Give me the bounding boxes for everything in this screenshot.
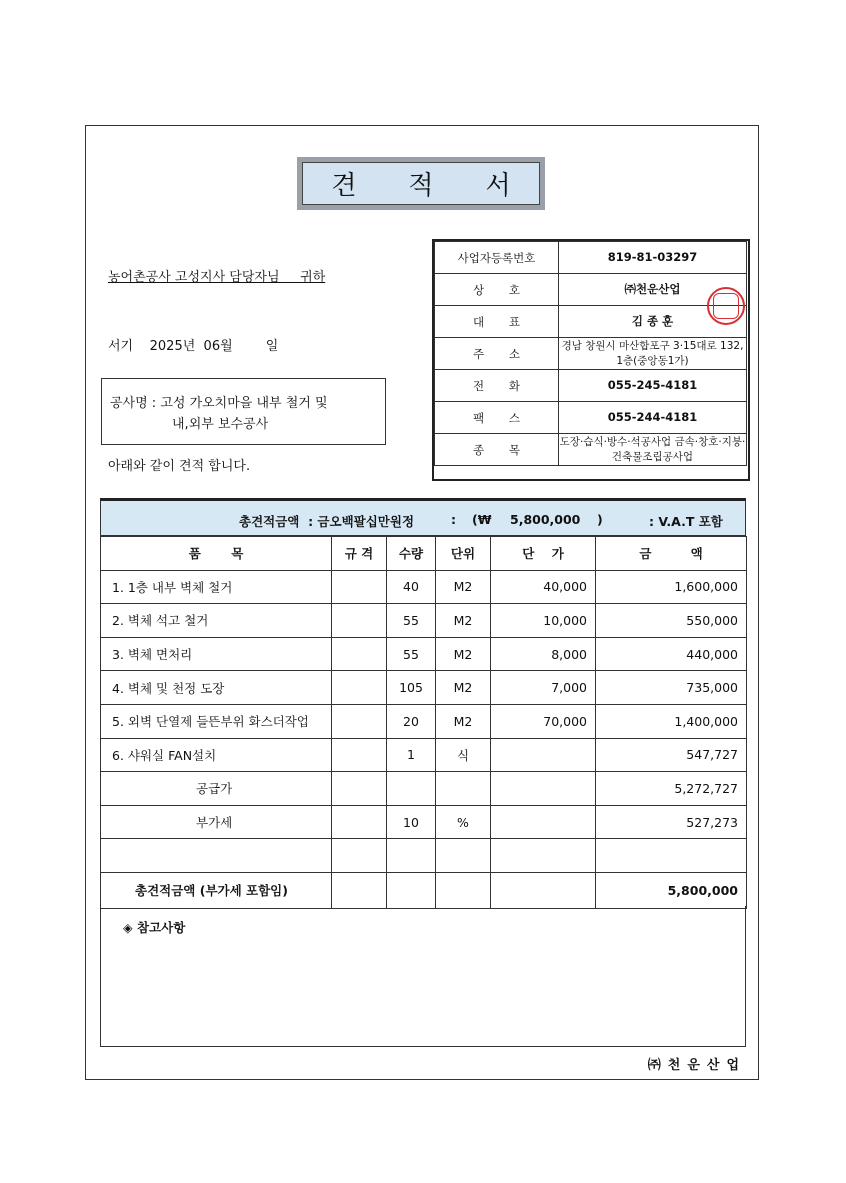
total-close-paren: ) [597,512,603,527]
item-price: 70,000 [491,704,596,738]
company-key [435,402,559,434]
item-qty: 105 [387,671,436,705]
company-key-text-2: 스 [508,410,520,425]
vat-amount: 527,273 [596,805,747,839]
recipient: 농어촌공사 고성지사 담당자님 귀하 [108,270,326,285]
total-colon: : [451,512,456,527]
supply-label: 공급가 [101,772,332,806]
item-spec [332,738,387,772]
company-key [435,306,559,338]
vat-label: 부가세 [101,805,332,839]
closing-text: 아래와 같이 견적 합니다. [108,459,251,474]
company-key-text-2: 호 [508,282,520,297]
empty-cell [332,805,387,839]
table-row [101,637,747,671]
item-qty: 1 [387,738,436,772]
footer-company-name: ㈜천운산업 [647,1058,746,1073]
header-item: 품 목 [101,537,332,571]
table-row [101,839,747,873]
table-row [101,805,747,839]
header-qty: 수량 [387,537,436,571]
item-price: 8,000 [491,637,596,671]
table-row [101,704,747,738]
company-row [435,274,747,306]
item-unit: M2 [436,570,491,604]
company-key [435,274,559,306]
company-value: 경남 창원시 마산합포구 3·15대로 132, 1층(중앙동1가) [559,338,747,370]
item-spec [332,704,387,738]
empty-cell [491,872,596,908]
table-row [101,772,747,806]
company-row [435,242,747,274]
company-row [435,434,747,466]
notes-box [100,906,746,1047]
grand-total-amount: 5,800,000 [596,872,747,908]
total-currency: (₩ [472,512,492,527]
item-amount: 735,000 [596,671,747,705]
empty-cell [387,772,436,806]
item-amount: 1,600,000 [596,570,747,604]
header-price: 단 가 [491,537,596,571]
empty-cell [596,839,747,873]
item-price: 7,000 [491,671,596,705]
item-amount: 550,000 [596,604,747,638]
empty-cell [491,805,596,839]
company-row [435,306,747,338]
item-unit: M2 [436,671,491,705]
table-row [101,570,747,604]
item-price: 40,000 [491,570,596,604]
grand-total-label: 총견적금액 (부가세 포함임) [101,872,332,908]
item-spec [332,604,387,638]
header-spec: 규 격 [332,537,387,571]
company-row [435,338,747,370]
total-label: 총견적금액 : 금오백팔십만원정 [239,514,415,529]
company-value: 055-245-4181 [559,370,747,402]
item-qty: 40 [387,570,436,604]
company-key-text: 종 [473,442,485,457]
item-unit: 식 [436,738,491,772]
table-row [101,872,747,908]
total-amount-bar [100,498,746,536]
item-qty: 55 [387,604,436,638]
notes-heading: ◈ 참고사항 [123,920,186,935]
item-unit: M2 [436,604,491,638]
item-spec [332,570,387,604]
project-box [101,378,386,445]
item-price: 10,000 [491,604,596,638]
empty-cell [436,772,491,806]
company-value: 055-244-4181 [559,402,747,434]
company-info-table [434,241,747,466]
company-key-text-2: 표 [508,314,520,329]
company-key [435,370,559,402]
title-inner [302,162,563,205]
vat-unit: % [436,805,491,839]
empty-cell [491,772,596,806]
empty-cell [332,839,387,873]
company-key [435,242,559,274]
table-row [101,671,747,705]
item-spec [332,671,387,705]
total-vat-note: : V.A.T 포함 [649,514,723,529]
empty-cell [491,839,596,873]
empty-cell [332,772,387,806]
item-unit: M2 [436,704,491,738]
item-unit: M2 [436,637,491,671]
company-key-text: 상 [473,282,485,297]
item-amount: 440,000 [596,637,747,671]
company-key-text-2: 화 [508,378,520,393]
item-name: 4. 벽체 및 천정 도장 [101,671,332,705]
item-name: 1. 1층 내부 벽체 철거 [101,570,332,604]
company-key-text-2: 목 [508,442,520,457]
company-key [435,338,559,370]
table-row [101,604,747,638]
item-amount: 547,727 [596,738,747,772]
company-key-text: 전 [473,378,485,393]
empty-cell [387,839,436,873]
company-seal [707,287,745,325]
document-title: 견적서 [331,171,563,201]
company-key [435,434,559,466]
company-value: 819-81-03297 [559,242,747,274]
item-name: 6. 샤워실 FAN설치 [101,738,332,772]
company-key-text: 대 [473,314,485,329]
item-qty: 55 [387,637,436,671]
company-key-text: 사업자등록번호 [457,250,536,265]
date-line: 서기 2025년 06월 일 [108,339,279,354]
table-row [101,738,747,772]
item-name: 3. 벽체 면처리 [101,637,332,671]
item-amount: 1,400,000 [596,704,747,738]
item-qty: 20 [387,704,436,738]
item-name: 5. 외벽 단열제 들뜬부위 화스더작업 [101,704,332,738]
header-unit: 단위 [436,537,491,571]
total-amount: 5,800,000 [510,512,581,527]
project-line-1: 공사명 : 고성 가오치마을 내부 철거 및 [110,396,328,411]
company-key-text-2: 소 [508,346,520,361]
title-box [297,157,563,210]
company-value: 김 종 훈 [559,306,747,338]
vat-qty: 10 [387,805,436,839]
empty-cell [436,872,491,908]
header-amount: 금 액 [596,537,747,571]
company-value: 도장·습식·방수·석공사업 금속·창호·지붕·건축물조립공사업 [559,434,747,466]
project-line-2: 내,외부 보수공사 [172,417,269,432]
supply-amount: 5,272,727 [596,772,747,806]
estimate-items-table [100,536,747,909]
item-name: 2. 벽체 석고 철거 [101,604,332,638]
empty-cell [436,839,491,873]
company-key-text: 팩 [473,410,485,425]
company-value: ㈜천운산업 [559,274,747,306]
company-key-text: 주 [473,346,485,361]
item-spec [332,637,387,671]
company-row [435,402,747,434]
empty-cell [101,839,332,873]
company-row [435,370,747,402]
table-header-row [101,537,747,571]
empty-cell [332,872,387,908]
empty-cell [387,872,436,908]
item-price [491,738,596,772]
